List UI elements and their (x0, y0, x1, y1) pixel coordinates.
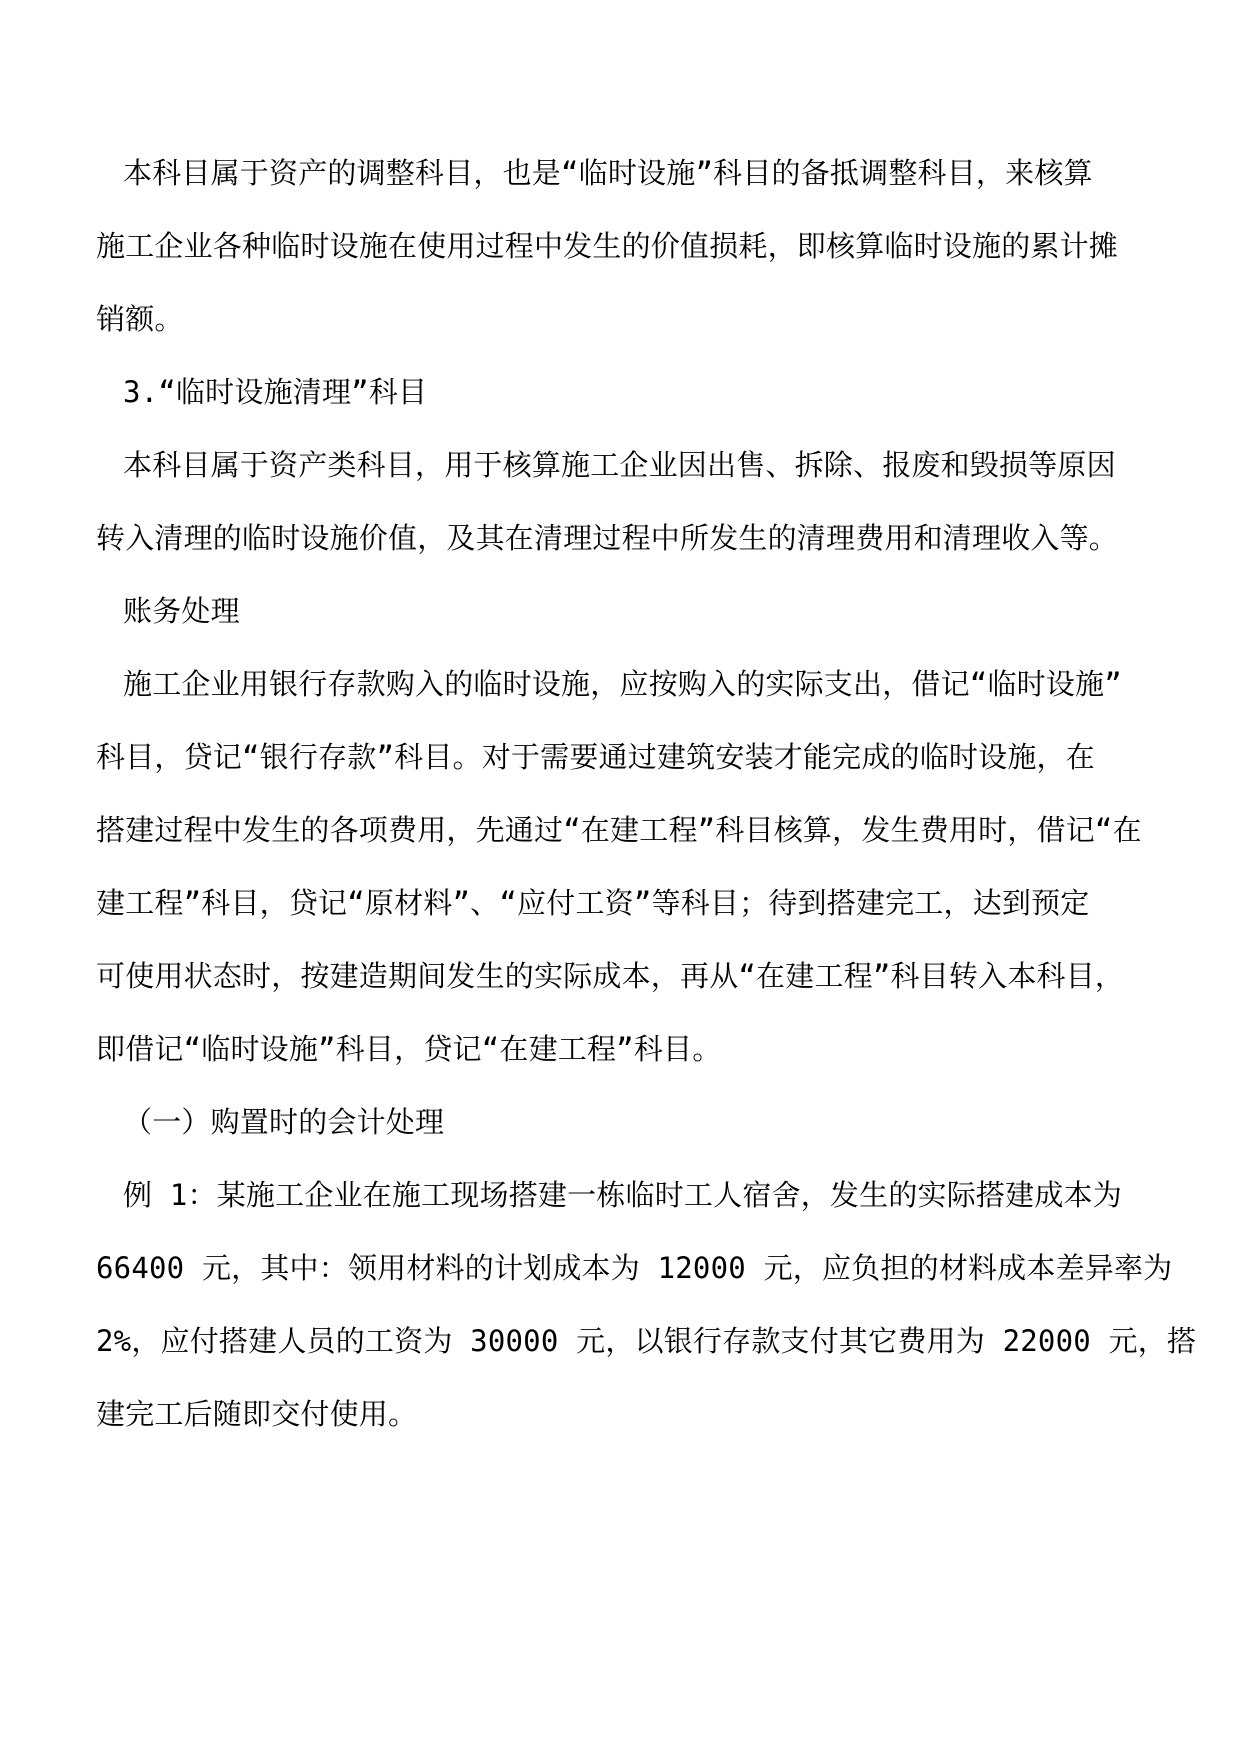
document-body (96, 145, 1197, 1459)
paragraph-line: 施工企业用银行存款购入的临时设施，应按购入的实际支出，借记“临时设施” (123, 667, 1122, 701)
paragraph-line: 本科目属于资产类科目，用于核算施工企业因出售、拆除、报废和毁损等原因 (123, 448, 1116, 482)
paragraph-line: 施工企业各种临时设施在使用过程中发生的价值损耗，即核算临时设施的累计摊 (96, 229, 1119, 263)
paragraph-line: 可使用状态时，按建造期间发生的实际成本，再从“在建工程”科目转入本科目， (96, 959, 1125, 993)
paragraph-line: 建工程”科目，贷记“原材料”、“应付工资”等科目；待到搭建完工，达到预定 (96, 886, 1090, 920)
paragraph-line: 本科目属于资产的调整科目，也是“临时设施”科目的备抵调整科目，来核算 (123, 156, 1093, 190)
paragraph-line: 转入清理的临时设施价值，及其在清理过程中所发生的清理费用和清理收入等。 (96, 521, 1119, 555)
paragraph-line: 例 1：某施工企业在施工现场搭建一栋临时工人宿舍，发生的实际搭建成本为 (123, 1178, 1122, 1212)
section-heading: 3.“临时设施清理”科目 (123, 375, 428, 409)
paragraph-line: 即借记“临时设施”科目，贷记“在建工程”科目。 (96, 1032, 722, 1066)
paragraph-line: 销额。 (96, 302, 184, 336)
paragraph-line: 2%，应付搭建人员的工资为 30000 元，以银行存款支付其它费用为 22000 元，搭 (96, 1324, 1197, 1358)
paragraph-line: 科目，贷记“银行存款”科目。对于需要通过建筑安装才能完成的临时设施，在 (96, 740, 1095, 774)
paragraph-line: 搭建过程中发生的各项费用，先通过“在建工程”科目核算，发生费用时，借记“在 (96, 813, 1142, 847)
section-heading: 账务处理 (123, 594, 240, 628)
paragraph-line: 66400 元，其中：领用材料的计划成本为 12000 元，应负担的材料成本差异率为 (96, 1251, 1173, 1285)
paragraph-line: 建完工后随即交付使用。 (96, 1397, 418, 1431)
section-heading: （一）购置时的会计处理 (123, 1105, 445, 1139)
